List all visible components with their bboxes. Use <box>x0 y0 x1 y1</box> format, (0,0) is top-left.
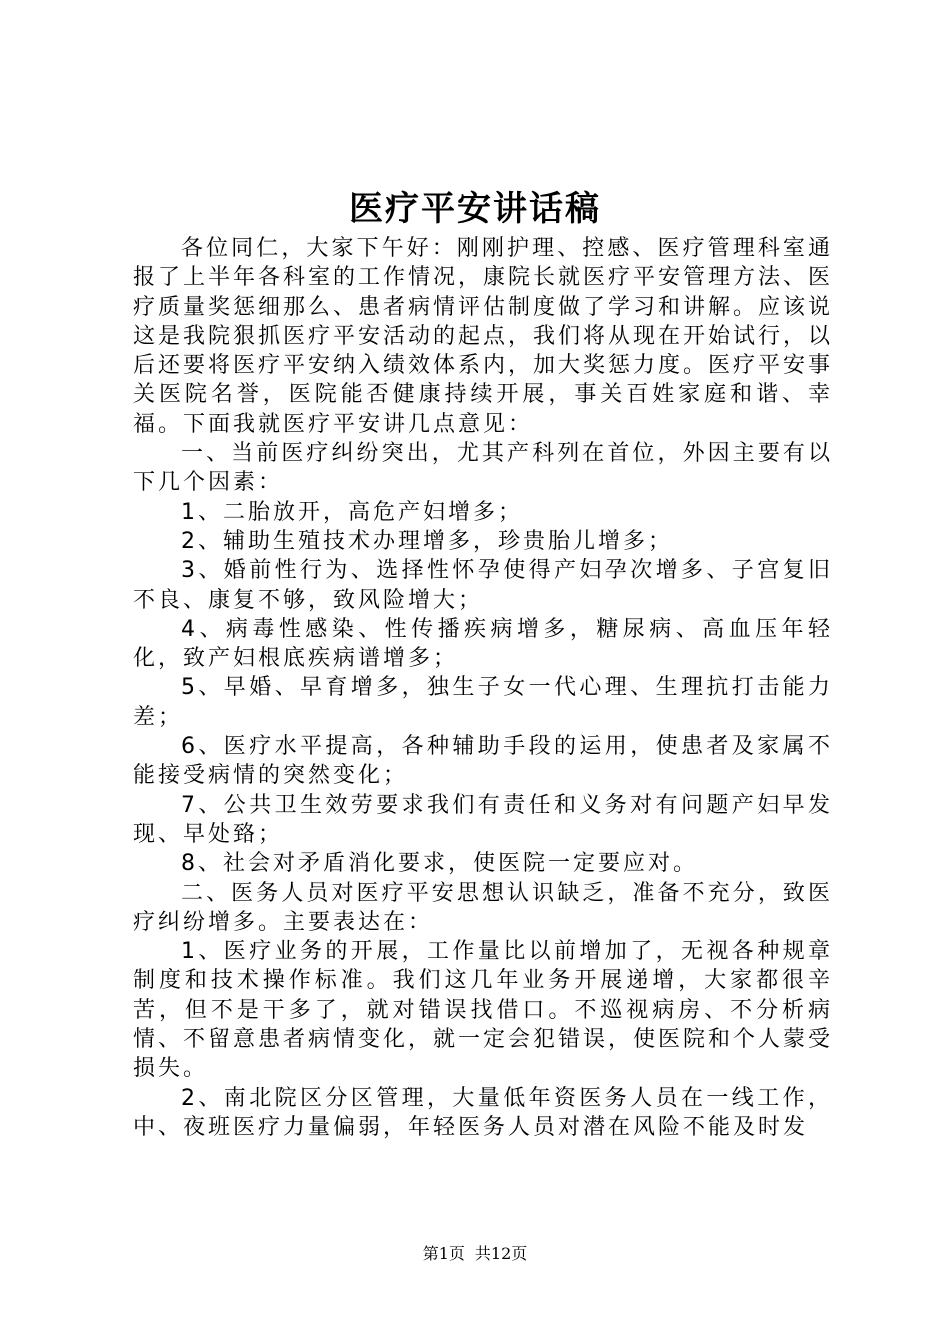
document-title: 医疗平安讲话稿 <box>349 189 601 229</box>
paragraph: 各位同仁，大家下午好：刚刚护理、控感、医疗管理科室通报了上半年各科室的工作情况，康院长就医疗平安管理方法、医疗质量奖惩细那么、患者病情评估制度做了学习和讲解。应该说这是我院狠抓医疗平安活动的起点，我们将从现在开始试行，以后还要将医疗平安纳入绩效体系内，加大奖惩力度。医疗平安事关医院名誉，医院能否健康持续开展，事关百姓家庭和谐、幸福。下面我就医疗平安讲几点意见： <box>133 236 834 437</box>
paragraph: 1、医疗业务的开展，工作量比以前增加了，无视各种规章制度和技术操作标准。我们这几年业务开展递增，大家都很辛苦，但不是干多了，就对错误找借口。不巡视病房、不分析病情、不留意患者病情变化，就一定会犯错误，使医院和个人蒙受损失。 <box>133 939 834 1082</box>
page-number: 第1页 <box>422 1244 465 1263</box>
paragraph: 3、婚前性行为、选择性怀孕使得产妇孕次增多、子宫复旧不良、康复不够，致风险增大； <box>133 558 833 613</box>
paragraph: 二、医务人员对医疗平安思想认识缺乏，准备不充分，致医疗纠纷增多。主要表达在： <box>133 880 833 935</box>
page-footer <box>0 1244 950 1264</box>
paragraph: 一、当前医疗纠纷突出，尤其产科列在首位，外因主要有以下几个因素： <box>133 441 833 496</box>
paragraph: 7、公共卫生效劳要求我们有责任和义务对有问题产妇早发现、早处臵； <box>133 792 833 847</box>
paragraph: 2、辅助生殖技术办理增多，珍贵胎儿增多； <box>181 528 673 554</box>
document-body <box>133 234 833 1142</box>
paragraph: 5、早婚、早育增多，独生子女一代心理、生理抗打击能力差； <box>133 675 833 730</box>
paragraph: 2、南北院区分区管理，大量低年资医务人员在一线工作，中、夜班医疗力量偏弱，年轻医务人员对潜在风险不能及时发 <box>133 1085 833 1140</box>
paragraph: 1、二胎放开，高危产妇增多； <box>181 499 523 525</box>
paragraph: 8、社会对矛盾消化要求，使医院一定要应对。 <box>181 851 698 877</box>
paragraph: 6、医疗水平提高，各种辅助手段的运用，使患者及家属不能接受病情的突然变化； <box>133 734 833 789</box>
paragraph: 4、病毒性感染、性传播疾病增多，糖尿病、高血压年轻化，致产妇根底疾病谱增多； <box>133 616 833 672</box>
page-total: 共12页 <box>474 1244 528 1263</box>
